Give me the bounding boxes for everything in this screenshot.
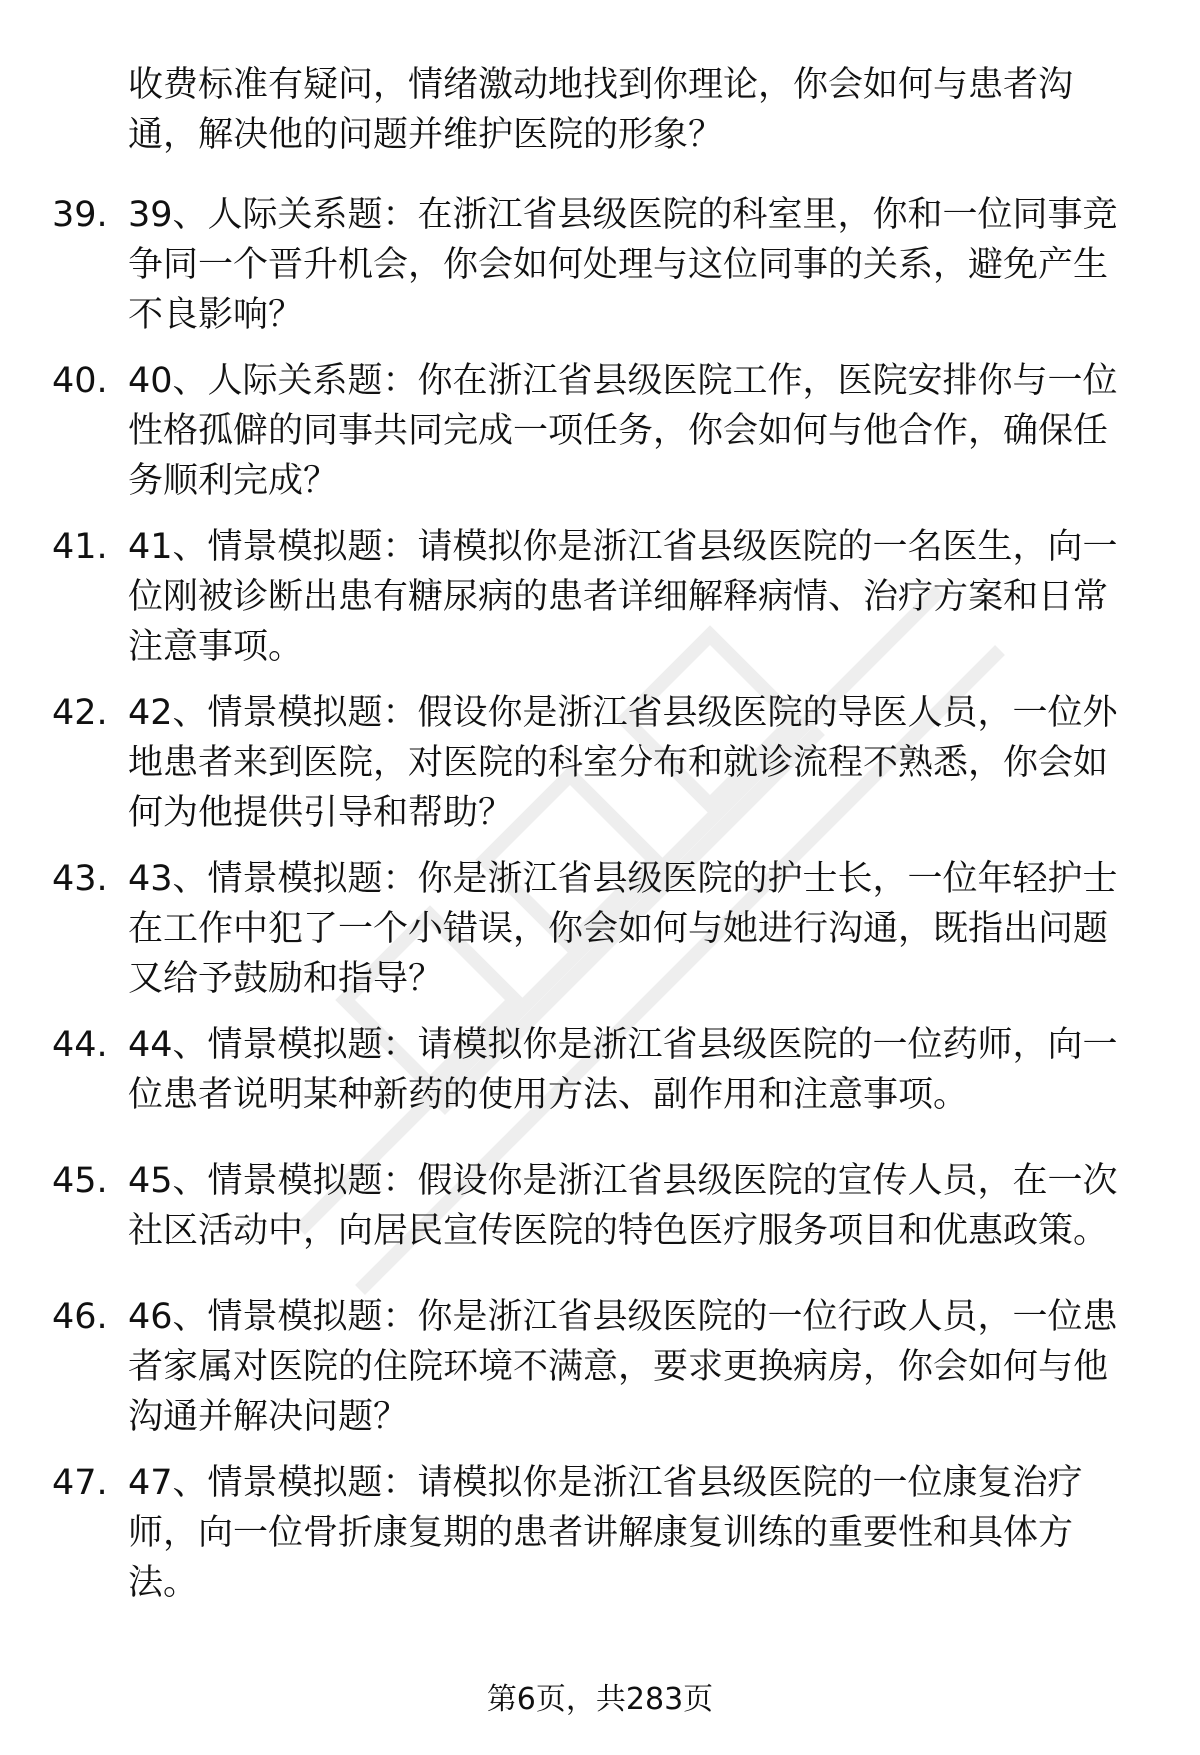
list-item — [0, 356, 1200, 522]
item-number: 46. — [52, 1297, 108, 1337]
continuation-text: 收费标准有疑问，情绪激动地找到你理论，你会如何与患者沟通，解决他的问题并维护医院的形象？ — [128, 65, 1074, 155]
list-item — [0, 190, 1200, 356]
list-item — [0, 1292, 1200, 1458]
item-number: 45. — [52, 1161, 108, 1201]
item-number: 42. — [52, 693, 108, 733]
item-number: 41. — [52, 527, 108, 567]
item-text: 42、情景模拟题：假设你是浙江省县级医院的导医人员，一位外地患者来到医院，对医院的科室分布和就诊流程不熟悉，你会如何为他提供引导和帮助？ — [128, 693, 1118, 833]
list-item — [0, 854, 1200, 1020]
item-text: 44、情景模拟题：请模拟你是浙江省县级医院的一位药师，向一位患者说明某种新药的使用方法、副作用和注意事项。 — [128, 1025, 1118, 1115]
item-text: 45、情景模拟题：假设你是浙江省县级医院的宣传人员，在一次社区活动中，向居民宣传医院的特色医疗服务项目和优惠政策。 — [128, 1161, 1118, 1251]
list-item — [0, 688, 1200, 854]
item-text: 46、情景模拟题：你是浙江省县级医院的一位行政人员，一位患者家属对医院的住院环境不满意，要求更换病房，你会如何与他沟通并解决问题？ — [128, 1297, 1118, 1437]
list-item — [0, 1458, 1200, 1624]
item-number: 44. — [52, 1025, 108, 1065]
item-number: 47. — [52, 1463, 108, 1503]
item-text: 47、情景模拟题：请模拟你是浙江省县级医院的一位康复治疗师，向一位骨折康复期的患者讲解康复训练的重要性和具体方法。 — [128, 1463, 1083, 1603]
list-item — [0, 522, 1200, 688]
item-text: 43、情景模拟题：你是浙江省县级医院的护士长，一位年轻护士在工作中犯了一个小错误，你会如何与她进行沟通，既指出问题又给予鼓励和指导？ — [128, 859, 1118, 999]
item-number: 40. — [52, 361, 108, 401]
item-number: 43. — [52, 859, 108, 899]
question-list — [0, 190, 1200, 1624]
item-number: 39. — [52, 195, 108, 235]
item-text: 40、人际关系题：你在浙江省县级医院工作，医院安排你与一位性格孤僻的同事共同完成一项任务，你会如何与他合作，确保任务顺利完成？ — [128, 361, 1118, 501]
item-text: 39、人际关系题：在浙江省县级医院的科室里，你和一位同事竞争同一个晋升机会，你会如何处理与这位同事的关系，避免产生不良影响？ — [128, 195, 1118, 335]
page-footer: 第6页，共283页 — [486, 1682, 714, 1717]
list-item — [0, 1156, 1200, 1292]
list-item — [0, 1020, 1200, 1156]
item-text: 41、情景模拟题：请模拟你是浙江省县级医院的一名医生，向一位刚被诊断出患有糖尿病的患者详细解释病情、治疗方案和日常注意事项。 — [128, 527, 1118, 667]
